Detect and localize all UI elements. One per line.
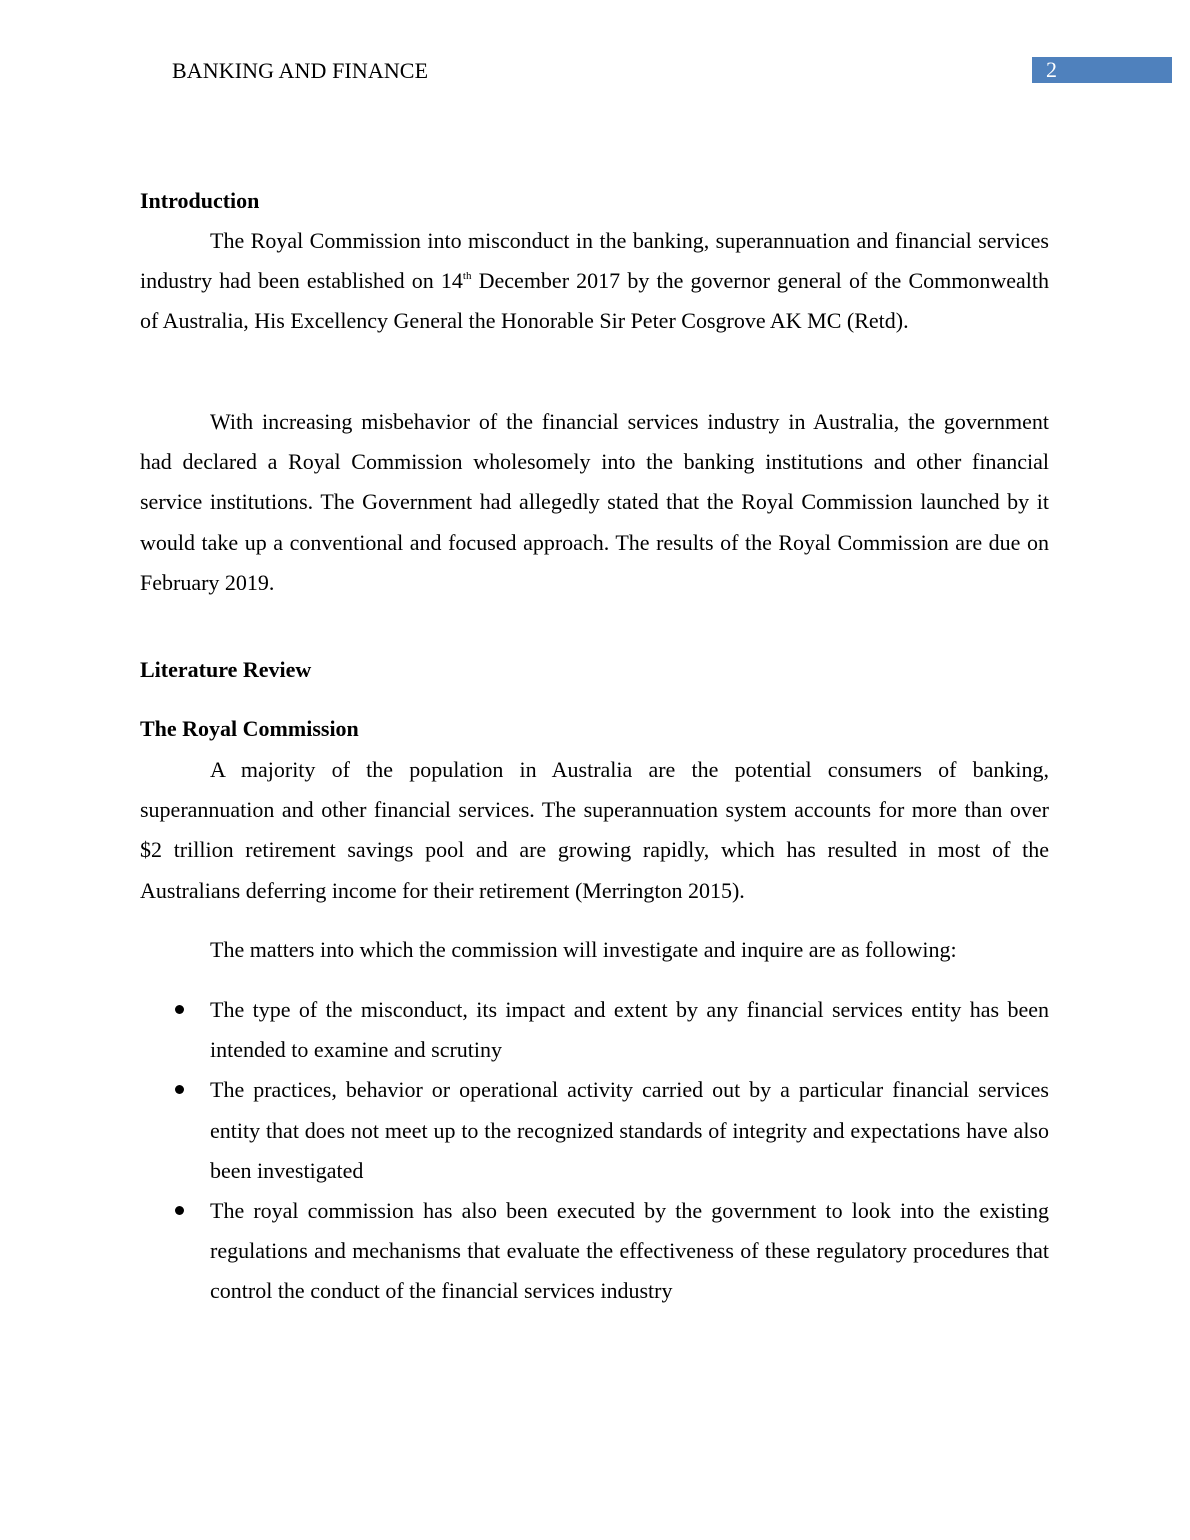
intro-p2-text: With increasing misbehavior of the financial services industry in Australia, the government had declared a Royal Commission wholesomely into the banking institutions and other financial service institutions. The Government had allegedly stated that the Royal Commission launched by it would take up a conventional and focused approach. The results of the Royal Commission are due on February 2019. [140,409,1049,595]
page-number: 2 [1046,57,1057,82]
literature-paragraph-1 [140,750,1049,911]
literature-review-heading: Literature Review [140,657,312,682]
introduction-paragraph-2 [140,402,1049,603]
introduction-heading: Introduction [140,188,260,213]
ordinal-suffix: th [462,270,472,283]
running-head: BANKING AND FINANCE [172,58,429,83]
royal-commission-subheading: The Royal Commission [140,716,359,741]
list-item [140,1070,1049,1191]
intro-p1-text-b: December 2017 by the governor general of the Commonwealth of Australia, His Excellency General the Honorable Sir Peter Cosgrove AK MC (Retd). [140,268,1049,334]
list-item [140,1191,1049,1312]
lit-p1-text: A majority of the population in Australia are the potential consumers of banking, superannuation and other financial services. The superannuation system accounts for more than over $2 trillion retirement savings pool and are growing rapidly, which has resulted in most of the Australians deferring income for their retirement (Merrington 2015). [140,757,1049,903]
literature-paragraph-2 [140,930,1049,970]
intro-p1-text-a: The Royal Commission into misconduct in the banking, superannuation and financial services industry had been established on 14 [140,228,1049,294]
list-item-text: The practices, behavior or operational activity carried out by a particular financial services entity that does not meet up to the recognized standards of integrity and expectations have also been investigated [210,1077,1049,1183]
list-item-text: The type of the misconduct, its impact and extent by any financial services entity has been intended to examine and scrutiny [210,997,1049,1063]
introduction-paragraph-1 [140,221,1049,342]
page-number-box [1032,57,1172,83]
bullet-icon [175,1206,184,1215]
matters-list [140,990,1049,1312]
list-item [140,990,1049,1070]
list-item-text: The royal commission has also been executed by the government to look into the existing regulations and mechanisms that evaluate the effectiveness of these regulatory procedures that control the conduct of the financial services industry [210,1198,1049,1304]
bullet-icon [175,1005,184,1014]
lit-p2-text: The matters into which the commission will investigate and inquire are as following: [210,937,957,962]
bullet-icon [175,1085,184,1094]
